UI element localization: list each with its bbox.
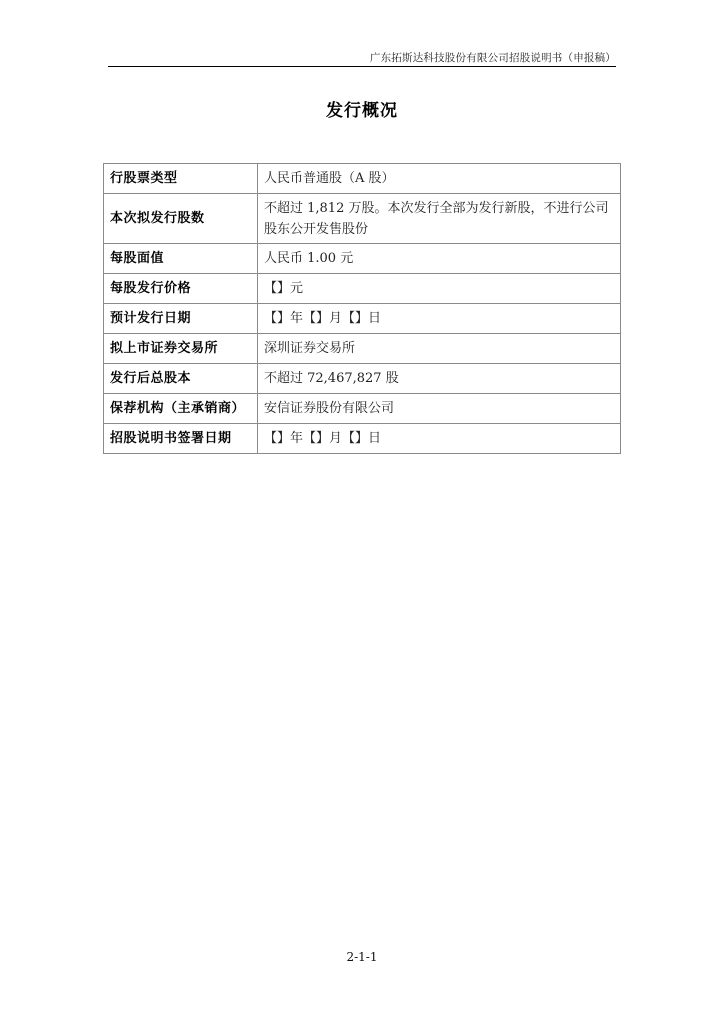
- row-value-issue-price: 【】元: [258, 274, 621, 304]
- row-label-shares-offered: 本次拟发行股数: [104, 194, 258, 244]
- table-row: [104, 364, 621, 394]
- page-header: 广东拓斯达科技股份有限公司招股说明书（申报稿）: [369, 52, 616, 64]
- page-title: 发行概况: [326, 101, 398, 121]
- row-label-stock-type: 行股票类型: [104, 164, 258, 194]
- row-value-shares-offered: 不超过 1,812 万股。本次发行全部为发行新股，不进行公司股东公开发售股份: [258, 194, 621, 244]
- table-row: [104, 394, 621, 424]
- row-value-issue-date: 【】年【】月【】日: [258, 304, 621, 334]
- row-value-exchange: 深圳证券交易所: [258, 334, 621, 364]
- row-label-issue-price: 每股发行价格: [104, 274, 258, 304]
- row-label-sponsor: 保荐机构（主承销商）: [104, 394, 258, 424]
- row-label-total-shares: 发行后总股本: [104, 364, 258, 394]
- row-label-par-value: 每股面值: [104, 244, 258, 274]
- page-number: 2-1-1: [346, 950, 378, 964]
- row-label-exchange: 拟上市证券交易所: [104, 334, 258, 364]
- table-row: [104, 274, 621, 304]
- table-row: [104, 194, 621, 244]
- row-value-sponsor: 安信证券股份有限公司: [258, 394, 621, 424]
- row-value-signing-date: 【】年【】月【】日: [258, 424, 621, 454]
- issuance-overview-table: [103, 163, 621, 454]
- row-label-signing-date: 招股说明书签署日期: [104, 424, 258, 454]
- table-row: [104, 424, 621, 454]
- table-row: [104, 304, 621, 334]
- table-row: [104, 244, 621, 274]
- row-value-total-shares: 不超过 72,467,827 股: [258, 364, 621, 394]
- table-row: [104, 334, 621, 364]
- table-row: [104, 164, 621, 194]
- row-value-par-value: 人民币 1.00 元: [258, 244, 621, 274]
- header-divider: [108, 66, 616, 67]
- row-label-issue-date: 预计发行日期: [104, 304, 258, 334]
- row-value-stock-type: 人民币普通股（A 股）: [258, 164, 621, 194]
